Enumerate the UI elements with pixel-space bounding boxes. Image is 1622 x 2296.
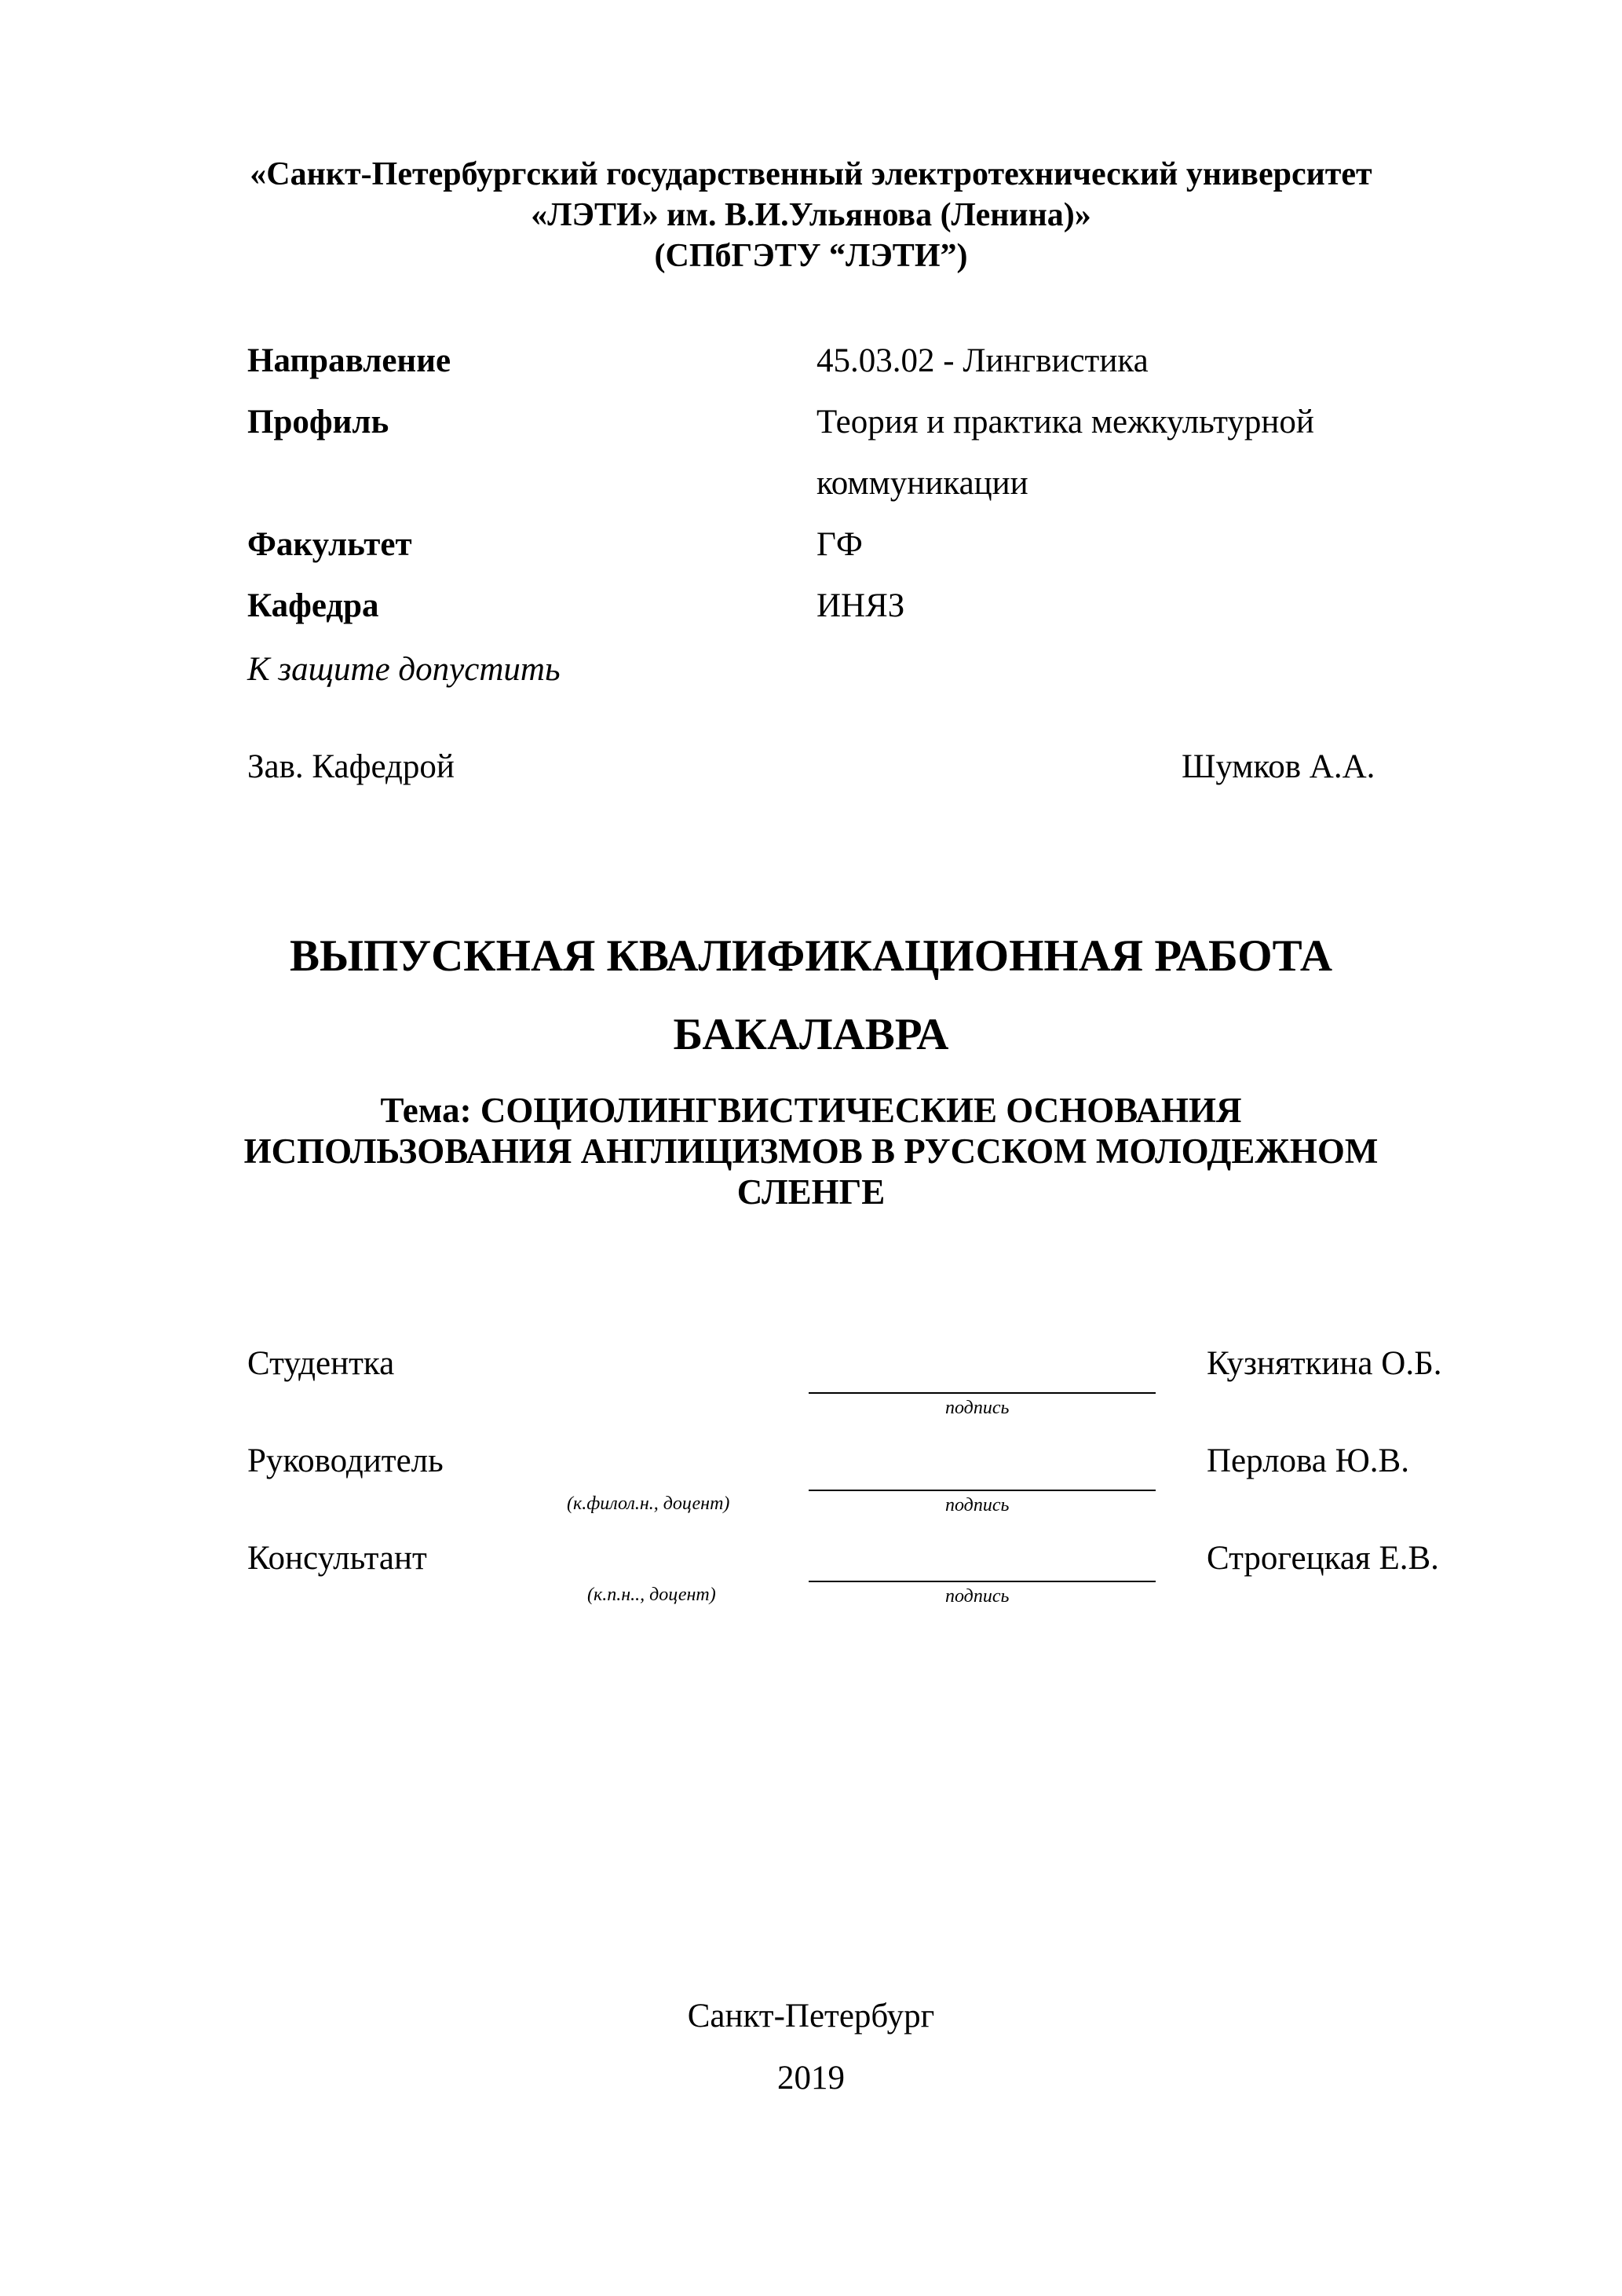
profile-value: Теория и практика межкультурной [816,404,1314,441]
student-role: Студентка [247,1345,395,1382]
consultant-signature-line [809,1581,1156,1582]
student-name: Кузняткина О.Б. [1207,1345,1442,1382]
department-value: ИНЯЗ [816,587,905,624]
direction-label: Направление [247,342,451,379]
thesis-title-line1: ВЫПУСКНАЯ КВАЛИФИКАЦИОННАЯ РАБОТА [289,931,1332,981]
faculty-value: ГФ [816,526,863,563]
faculty-label: Факультет [247,526,412,563]
consultant-signature-caption: подпись [945,1586,1010,1607]
direction-value: 45.03.02 - Лингвистика [816,342,1149,379]
supervisor-degree: (к.филол.н., доцент) [567,1493,730,1514]
consultant-role: Консультант [247,1540,427,1577]
university-name-line1: «Санкт-Петербургский государственный электротехнический университет [250,156,1372,192]
topic-line3: СЛЕНГЕ [736,1172,886,1212]
head-of-department-name: Шумков А.А. [1182,748,1375,785]
student-signature-caption: подпись [945,1398,1010,1418]
footer-city: Санкт-Петербург [687,1998,935,2035]
topic-line2: ИСПОЛЬЗОВАНИЯ АНГЛИЦИЗМОВ В РУССКОМ МОЛОДЕЖНОМ [243,1132,1379,1171]
head-of-department-label: Зав. Кафедрой [247,748,455,785]
supervisor-role: Руководитель [247,1442,444,1479]
profile-value-continuation: коммуникации [816,465,1028,502]
profile-label: Профиль [247,404,389,441]
topic-line1: Тема: СОЦИОЛИНГВИСТИЧЕСКИЕ ОСНОВАНИЯ [380,1091,1242,1130]
university-name-line2: «ЛЭТИ» им. В.И.Ульянова (Ленина)» [531,197,1091,233]
admission-text: К защите допустить [247,651,561,688]
consultant-name: Строгецкая Е.В. [1207,1540,1439,1577]
consultant-degree: (к.п.н.., доцент) [587,1585,716,1605]
thesis-title-line2: БАКАЛАВРА [673,1010,949,1059]
footer-year: 2019 [777,2060,845,2097]
supervisor-signature-line [809,1490,1156,1491]
supervisor-name: Перлова Ю.В. [1207,1442,1409,1479]
department-label: Кафедра [247,587,379,624]
university-abbreviation: (СПбГЭТУ “ЛЭТИ”) [654,238,968,274]
student-signature-line [809,1392,1156,1394]
supervisor-signature-caption: подпись [945,1495,1010,1515]
